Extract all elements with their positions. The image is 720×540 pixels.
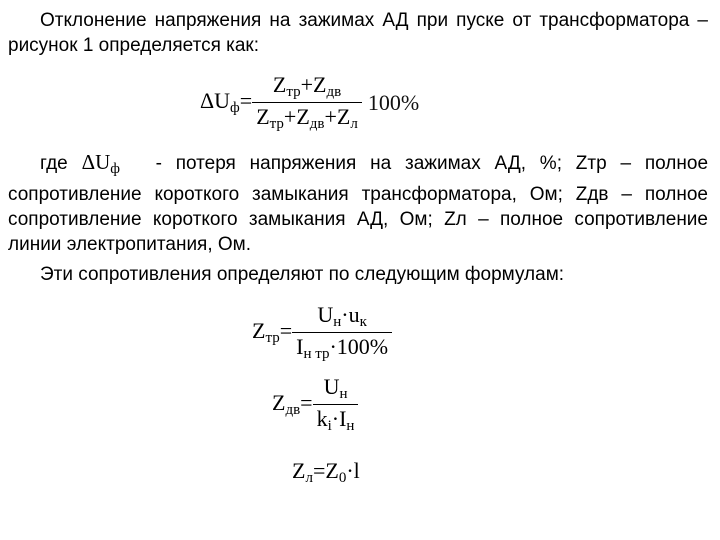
- paragraph-2-text: - потеря напряжения на зажимах АД, %; Zтр – полное сопротивление короткого замыкания трансформатора, Ом; Zдв – полное сопротивление короткого замыкания АД, Ом; Zл – полное сопротивление линии электропитания, Ом.: [8, 153, 709, 255]
- transformer-impedance-formula: $Z_{тр}=$ $\frac{U_н\cdot u_к}{I_{н тр}\cdot 100\%}$: [252, 302, 392, 363]
- line-impedance-formula: $Z_л=Z_0\cdot l$: [292, 458, 360, 486]
- paragraph-1-text: Отклонение напряжения на зажимах АД при пуске от трансформатора – рисунок 1 определяется как:: [8, 10, 708, 56]
- where-word: где: [40, 153, 68, 174]
- zdv-fraction: [313, 374, 359, 435]
- formula-lhs-sub: ф: [230, 100, 240, 116]
- inline-delta-u-symbol: $\Delta U_ф$: [81, 150, 120, 177]
- formula-denominator: $Z_{тр}+Z_{дв}+Z_л$: [252, 102, 362, 133]
- motor-impedance-formula: $Z_{дв}=$ $\frac{U_н}{k_i\cdot I_н}$: [272, 374, 358, 435]
- paragraph-3: [8, 262, 708, 287]
- voltage-deviation-formula: [200, 72, 419, 133]
- ztr-numerator: $U_н\cdot u_к$: [317, 302, 367, 330]
- paragraph-2: [8, 150, 708, 257]
- ztr-fraction: [292, 302, 392, 363]
- formula-fraction: [252, 72, 362, 133]
- paragraph-3-text: Эти сопротивления определяют по следующим формулам:: [40, 264, 565, 285]
- zdv-denominator: $k_i\cdot I_н$: [313, 404, 359, 435]
- zdv-numerator: $U_н$: [323, 374, 348, 402]
- formula-percent: 100%: [367, 89, 420, 115]
- paragraph-1: [8, 8, 708, 58]
- ztr-denominator: $I_{н тр}\cdot 100\%$: [292, 332, 392, 363]
- formula-equals: =: [239, 88, 253, 113]
- formula-lhs: ΔU: [200, 88, 231, 113]
- formula-numerator: $Z_{тр}+Z_{дв}$: [272, 72, 342, 100]
